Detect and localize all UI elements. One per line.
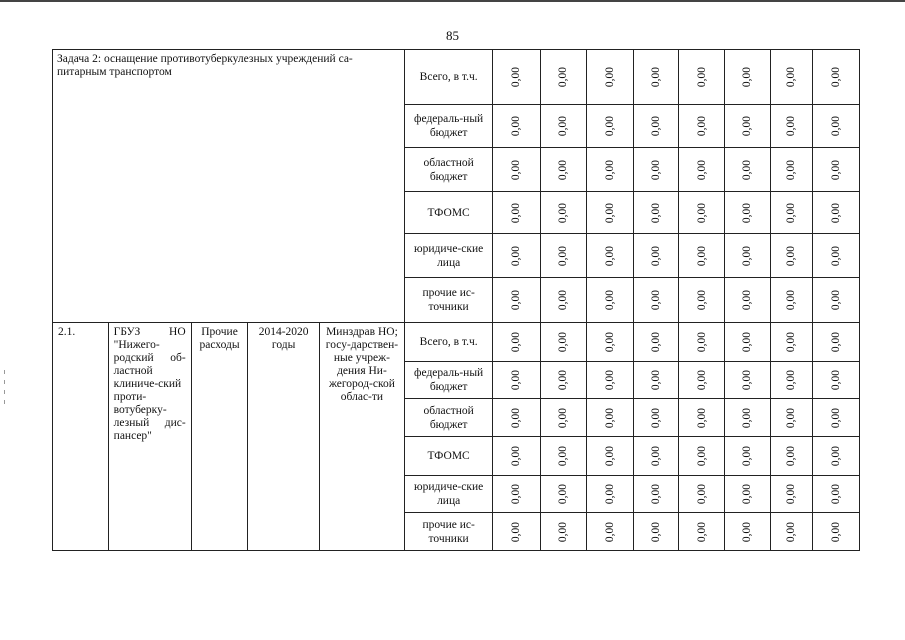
value-cell xyxy=(493,234,540,278)
value-cell xyxy=(586,50,633,105)
value-cell xyxy=(725,148,770,192)
value-text: 0,00 xyxy=(650,159,663,180)
organization-name: ГБУЗ НО "Нижего-родский об-ластной клиниче-ский проти-вотуберку-лезный дис-пансер" xyxy=(108,323,191,551)
value-text: 0,00 xyxy=(741,66,754,88)
value-text: 0,00 xyxy=(741,407,754,428)
value-cell xyxy=(540,399,586,437)
value-cell xyxy=(634,105,679,148)
value-cell xyxy=(540,513,586,551)
value-cell xyxy=(634,50,679,105)
value-cell xyxy=(812,192,859,234)
value-text: 0,00 xyxy=(510,331,523,353)
value-text: 0,00 xyxy=(695,115,708,137)
value-text: 0,00 xyxy=(650,289,663,311)
value-text: 0,00 xyxy=(603,289,616,311)
value-cell xyxy=(493,513,540,551)
value-cell xyxy=(812,105,859,148)
value-cell xyxy=(812,278,859,323)
value-cell xyxy=(634,399,679,437)
value-text: 0,00 xyxy=(603,521,616,542)
value-text: 0,00 xyxy=(603,407,616,428)
value-cell xyxy=(634,192,679,234)
value-text: 0,00 xyxy=(695,521,708,542)
value-cell xyxy=(586,323,633,362)
value-cell xyxy=(679,278,725,323)
source-cell: Всего, в т.ч. xyxy=(405,323,493,362)
value-cell xyxy=(812,399,859,437)
value-cell xyxy=(493,476,540,513)
page-top-border xyxy=(0,0,905,2)
value-cell xyxy=(540,362,586,399)
value-text: 0,00 xyxy=(510,521,523,542)
value-text: 0,00 xyxy=(695,483,708,505)
value-text: 0,00 xyxy=(741,483,754,505)
value-text: 0,00 xyxy=(785,202,798,223)
value-text: 0,00 xyxy=(695,202,708,223)
value-cell xyxy=(770,148,812,192)
value-text: 0,00 xyxy=(650,369,663,391)
value-cell xyxy=(770,513,812,551)
value-text: 0,00 xyxy=(785,483,798,505)
value-text: 0,00 xyxy=(829,115,842,137)
value-text: 0,00 xyxy=(603,331,616,353)
value-text: 0,00 xyxy=(603,369,616,391)
value-text: 0,00 xyxy=(510,115,523,137)
value-text: 0,00 xyxy=(557,483,570,505)
value-text: 0,00 xyxy=(557,369,570,391)
value-text: 0,00 xyxy=(557,331,570,353)
value-cell xyxy=(540,323,586,362)
value-text: 0,00 xyxy=(557,66,570,88)
margin-marks xyxy=(2,370,8,410)
value-text: 0,00 xyxy=(829,245,842,266)
value-text: 0,00 xyxy=(510,66,523,88)
value-cell xyxy=(812,148,859,192)
value-text: 0,00 xyxy=(510,445,523,467)
value-cell xyxy=(540,437,586,476)
value-cell xyxy=(540,476,586,513)
value-text: 0,00 xyxy=(603,483,616,505)
value-cell xyxy=(812,476,859,513)
table-row xyxy=(53,323,860,362)
value-cell xyxy=(770,437,812,476)
period: 2014-2020 годы xyxy=(248,323,319,551)
value-cell xyxy=(770,399,812,437)
value-cell xyxy=(679,437,725,476)
value-cell xyxy=(586,234,633,278)
value-text: 0,00 xyxy=(829,331,842,353)
value-cell xyxy=(770,50,812,105)
value-cell xyxy=(634,476,679,513)
value-cell xyxy=(586,513,633,551)
value-text: 0,00 xyxy=(603,245,616,266)
table-row xyxy=(53,50,860,105)
source-cell: ТФОМС xyxy=(405,437,493,476)
value-text: 0,00 xyxy=(829,521,842,542)
value-text: 0,00 xyxy=(741,115,754,137)
value-cell xyxy=(540,234,586,278)
value-text: 0,00 xyxy=(785,369,798,391)
value-cell xyxy=(725,513,770,551)
value-text: 0,00 xyxy=(603,159,616,180)
executor: Минздрав НО; госу-дарствен-ные учреж-дения Ни-жегород-ской облас-ти xyxy=(319,323,404,551)
value-text: 0,00 xyxy=(741,159,754,180)
value-cell xyxy=(540,192,586,234)
value-text: 0,00 xyxy=(785,245,798,266)
value-text: 0,00 xyxy=(650,245,663,266)
value-text: 0,00 xyxy=(557,202,570,223)
value-text: 0,00 xyxy=(785,115,798,137)
expense-type: Прочие расходы xyxy=(191,323,248,551)
value-text: 0,00 xyxy=(510,289,523,311)
value-cell xyxy=(770,476,812,513)
value-cell xyxy=(679,513,725,551)
value-text: 0,00 xyxy=(695,445,708,467)
source-cell: ТФОМС xyxy=(405,192,493,234)
value-text: 0,00 xyxy=(650,331,663,353)
task-section xyxy=(53,50,860,323)
value-cell xyxy=(634,362,679,399)
value-text: 0,00 xyxy=(510,202,523,223)
value-text: 0,00 xyxy=(695,369,708,391)
value-cell xyxy=(725,323,770,362)
value-cell xyxy=(679,362,725,399)
value-text: 0,00 xyxy=(741,245,754,266)
value-cell xyxy=(770,278,812,323)
value-text: 0,00 xyxy=(695,245,708,266)
value-cell xyxy=(493,50,540,105)
value-cell xyxy=(725,399,770,437)
value-text: 0,00 xyxy=(557,289,570,311)
value-text: 0,00 xyxy=(557,407,570,428)
value-text: 0,00 xyxy=(557,245,570,266)
value-cell xyxy=(540,50,586,105)
value-cell xyxy=(634,437,679,476)
value-cell xyxy=(770,323,812,362)
value-cell xyxy=(634,323,679,362)
value-text: 0,00 xyxy=(650,202,663,223)
value-text: 0,00 xyxy=(829,407,842,428)
value-text: 0,00 xyxy=(829,289,842,311)
value-cell xyxy=(586,476,633,513)
value-text: 0,00 xyxy=(785,521,798,542)
value-text: 0,00 xyxy=(829,483,842,505)
value-text: 0,00 xyxy=(785,289,798,311)
value-text: 0,00 xyxy=(510,159,523,180)
value-cell xyxy=(493,323,540,362)
value-cell xyxy=(586,192,633,234)
value-text: 0,00 xyxy=(650,483,663,505)
value-cell xyxy=(725,437,770,476)
value-text: 0,00 xyxy=(741,202,754,223)
value-cell xyxy=(540,278,586,323)
value-cell xyxy=(540,148,586,192)
value-text: 0,00 xyxy=(695,289,708,311)
value-cell xyxy=(812,50,859,105)
value-text: 0,00 xyxy=(829,445,842,467)
value-text: 0,00 xyxy=(510,483,523,505)
value-cell xyxy=(679,476,725,513)
value-text: 0,00 xyxy=(557,159,570,180)
value-text: 0,00 xyxy=(510,407,523,428)
value-cell xyxy=(725,278,770,323)
source-cell: федераль-ный бюджет xyxy=(405,105,493,148)
value-cell xyxy=(634,148,679,192)
source-cell: федераль-ный бюджет xyxy=(405,362,493,399)
value-cell xyxy=(493,105,540,148)
value-text: 0,00 xyxy=(695,159,708,180)
value-cell xyxy=(725,50,770,105)
source-cell: прочие ис-точники xyxy=(405,278,493,323)
value-text: 0,00 xyxy=(650,445,663,467)
value-cell xyxy=(493,278,540,323)
value-cell xyxy=(586,105,633,148)
page-number: 85 xyxy=(446,28,459,43)
value-cell xyxy=(679,399,725,437)
value-cell xyxy=(586,148,633,192)
source-cell: областной бюджет xyxy=(405,399,493,437)
value-cell xyxy=(679,323,725,362)
value-cell xyxy=(812,234,859,278)
value-text: 0,00 xyxy=(829,66,842,88)
item-section xyxy=(53,323,860,551)
value-cell xyxy=(493,148,540,192)
value-cell xyxy=(586,437,633,476)
value-cell xyxy=(493,399,540,437)
value-text: 0,00 xyxy=(829,159,842,180)
value-cell xyxy=(770,192,812,234)
value-cell xyxy=(679,148,725,192)
value-cell xyxy=(540,105,586,148)
value-cell xyxy=(493,437,540,476)
item-code: 2.1. xyxy=(53,323,109,551)
value-text: 0,00 xyxy=(650,66,663,88)
value-text: 0,00 xyxy=(695,66,708,88)
value-text: 0,00 xyxy=(650,407,663,428)
value-text: 0,00 xyxy=(829,202,842,223)
value-cell xyxy=(634,513,679,551)
value-cell xyxy=(812,362,859,399)
value-text: 0,00 xyxy=(603,115,616,137)
value-cell xyxy=(679,192,725,234)
value-cell xyxy=(725,234,770,278)
value-cell xyxy=(725,105,770,148)
value-text: 0,00 xyxy=(741,521,754,542)
value-text: 0,00 xyxy=(785,66,798,88)
value-text: 0,00 xyxy=(557,445,570,467)
source-cell: юридиче-ские лица xyxy=(405,234,493,278)
budget-table xyxy=(52,49,860,551)
value-cell xyxy=(725,476,770,513)
value-text: 0,00 xyxy=(785,407,798,428)
source-cell: юридиче-ские лица xyxy=(405,476,493,513)
value-cell xyxy=(770,105,812,148)
value-text: 0,00 xyxy=(557,115,570,137)
value-text: 0,00 xyxy=(741,331,754,353)
value-cell xyxy=(770,234,812,278)
value-text: 0,00 xyxy=(741,289,754,311)
value-text: 0,00 xyxy=(650,115,663,137)
value-text: 0,00 xyxy=(785,159,798,180)
value-cell xyxy=(586,278,633,323)
value-text: 0,00 xyxy=(741,369,754,391)
value-text: 0,00 xyxy=(695,407,708,428)
value-cell xyxy=(770,362,812,399)
value-text: 0,00 xyxy=(785,445,798,467)
value-text: 0,00 xyxy=(785,331,798,353)
source-cell: областной бюджет xyxy=(405,148,493,192)
value-text: 0,00 xyxy=(557,521,570,542)
value-cell xyxy=(586,362,633,399)
value-cell xyxy=(679,50,725,105)
task-title: Задача 2: оснащение противотуберкулезных учреждений са-питарным транспортом xyxy=(53,50,405,323)
value-text: 0,00 xyxy=(829,369,842,391)
value-text: 0,00 xyxy=(695,331,708,353)
value-cell xyxy=(493,362,540,399)
value-cell xyxy=(725,362,770,399)
value-cell xyxy=(679,234,725,278)
value-text: 0,00 xyxy=(603,66,616,88)
source-cell: Всего, в т.ч. xyxy=(405,50,493,105)
value-cell xyxy=(812,513,859,551)
value-text: 0,00 xyxy=(603,202,616,223)
value-cell xyxy=(493,192,540,234)
value-cell xyxy=(586,399,633,437)
value-text: 0,00 xyxy=(741,445,754,467)
value-cell xyxy=(812,437,859,476)
value-text: 0,00 xyxy=(603,445,616,467)
value-cell xyxy=(812,323,859,362)
value-text: 0,00 xyxy=(650,521,663,542)
value-cell xyxy=(725,192,770,234)
value-text: 0,00 xyxy=(510,245,523,266)
source-cell: прочие ис-точники xyxy=(405,513,493,551)
value-text: 0,00 xyxy=(510,369,523,391)
value-cell xyxy=(634,234,679,278)
value-cell xyxy=(634,278,679,323)
value-cell xyxy=(679,105,725,148)
